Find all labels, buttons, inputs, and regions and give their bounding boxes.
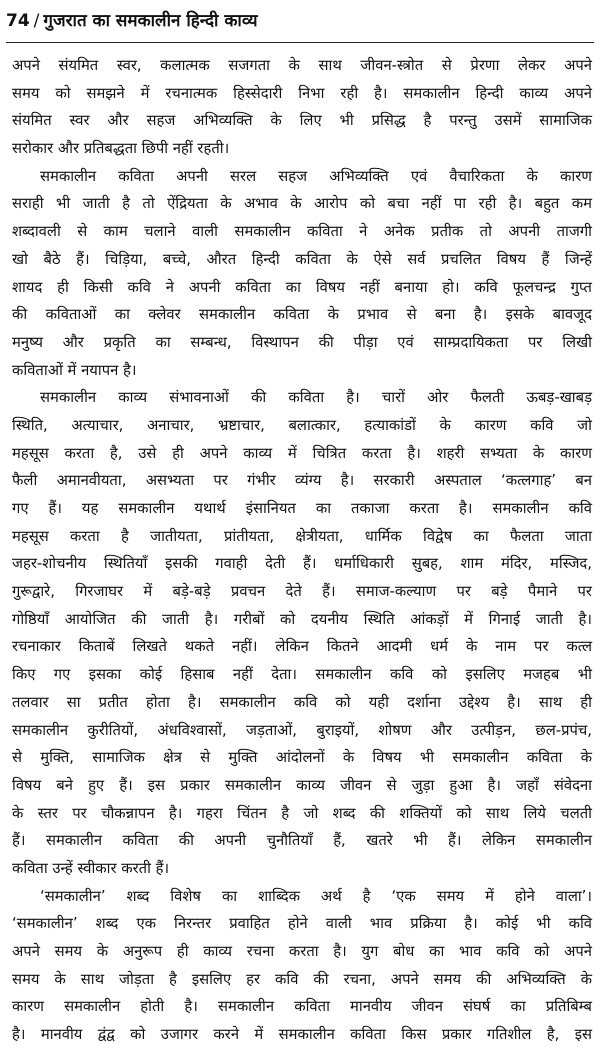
text-line: तलवार सा प्रतीत होता है। समकालीन कवि को यही दर्शाना उद्देश्य है। साथ ही: [12, 693, 592, 711]
text-line: समकालीन काव्य संभावनाओं की कविता है। चारों ओर फैलती ऊबड़-खाबड़: [40, 389, 592, 407]
header-separator: /: [33, 11, 40, 31]
text-line: समकालीन कविता अपनी सरल सहज अभिव्यक्ति एवं वैचारिकता के कारण: [40, 167, 592, 185]
text-line: समकालीन कुरीतियों, अंधविश्वासों, जड़ताओं, बुराइयों, शोषण और उत्पीड़न, छल-प्रपंच,: [12, 721, 592, 739]
paragraph: [12, 883, 592, 1049]
text-line: से मुक्ति, सामाजिक क्षेत्र से मुक्ति आंदोलनों के विषय भी समकालीन कविता के: [12, 749, 592, 767]
page-number: 74: [6, 11, 30, 31]
paragraph: [12, 163, 592, 385]
text-line: गए हैं। यह समकालीन यथार्थ इंसानियत का तकाजा करता है। समकालीन कवि: [12, 500, 592, 517]
text-line: अपने समय के अनुरूप ही काव्य रचना करता है। युग बोध का भाव कवि को अपने: [12, 943, 592, 960]
text-line: स्थिति, अत्याचार, अनाचार, भ्रष्टाचार, बलात्कार, हत्याकांडों के कारण कवि जो: [12, 416, 592, 434]
text-line: सरोकार और प्रतिबद्धता छिपी नहीं रहती।: [12, 140, 230, 158]
text-line: ‘समकालीन’ शब्द एक निरन्तर प्रवाहित होने वाली भाव प्रक्रिया है। कोई भी कवि: [12, 915, 592, 933]
text-line: खो बैठे हैं। चिड़िया, बच्चे, औरत हिन्दी कविता के ऐसे सर्व प्रचलित विषय हैं जिन्हें: [12, 250, 592, 268]
text-line: जहर-शोचनीय स्थितियाँ इसकी गवाही देती हैं। धर्माधिकारी सुबह, शाम मंदिर, मस्जिद,: [12, 555, 592, 573]
text-line: अपने संयमित स्वर, कलात्मक सजगता के साथ जीवन-स्त्रोत से प्रेरणा लेकर अपने: [12, 57, 592, 74]
text-line: समय के साथ जोड़ता है इसलिए हर कवि की रचना, अपने समय की अभिव्यक्ति के: [12, 970, 592, 988]
text-line: शब्दावली से काम चलाने वाली समकालीन कविता ने अनेक प्रतीक तो अपनी ताजगी: [12, 223, 592, 241]
text-line: संयमित स्वर और सहज अभिव्यक्ति के लिए भी प्रसिद्ध है परन्तु उसमें सामाजिक: [12, 112, 592, 130]
text-line: गुरूद्वारे, गिरजाघर में बड़े-बड़े प्रवचन देते हैं। समाज-कल्याण पर बड़े पैमाने पर: [12, 583, 592, 601]
paragraph: [12, 384, 592, 882]
text-line: मनुष्य और प्रकृति का सम्बन्ध, विस्थापन की पीड़ा एवं साम्प्रदायिकता पर लिखी: [12, 333, 592, 351]
text-line: हैं। समकालीन कविता की अपनी चुनौतियाँ हैं, खतरे भी हैं। लेकिन समकालीन: [12, 832, 592, 850]
text-line: शायद ही किसी कवि ने अपनी कविता का विषय नहीं बनाया हो। कवि फूलचन्द्र गुप्त: [12, 278, 592, 296]
book-title: गुजरात का समकालीन हिन्दी काव्य: [43, 11, 258, 31]
page-header: [6, 4, 594, 43]
text-line: विषय बने हुए हैं। इस प्रकार समकालीन काव्य जीवन से जुड़ा हुआ है। जहाँ संवेदना: [12, 776, 592, 794]
text-line: गोष्ठियाँ आयोजित की जाती है। गरीबों को दयनीय स्थिति आंकड़ों में गिनाई जाती है।: [12, 610, 592, 628]
text-line: कविताओं में नयापन है।: [12, 361, 137, 379]
text-line: ‘समकालीन’ शब्द विशेष का शाब्दिक अर्थ है ‘एक समय में होने वाला’।: [40, 887, 592, 905]
text-line: के स्तर पर चौकन्नापन है। गहरा चिंतन है जो शब्द की शक्तियों को साथ लिये चलती: [12, 804, 592, 822]
text-line: फैली अमानवीयता, असभ्यता पर गंभीर व्यंग्य है। सरकारी अस्पताल ‘कत्लगाह’ बन: [12, 472, 592, 490]
text-line: कविता उन्हें स्वीकार करती हैं।: [12, 859, 170, 877]
text-line: की कविताओं का क्लेवर समकालीन कविता के प्रभाव से बना है। इसके बावजूद: [12, 306, 592, 324]
text-line: कारण समकालीन होती है। समकालीन कविता मानवीय जीवन संघर्ष का प्रतिबिम्ब: [12, 998, 592, 1016]
text-line: महसूस करता है जातीयता, प्रांतीयता, क्षेत्रीयता, धार्मिक विद्वेष का फैलता जाता: [12, 527, 592, 545]
paragraph: [12, 52, 592, 163]
text-line: समय को समझने में रचनात्मक हिस्सेदारी निभा रही है। समकालीन हिन्दी काव्य अपने: [12, 84, 592, 102]
text-line: किए गए इसका कोई हिसाब नहीं देता। समकालीन कवि को इसलिए मजहब भी: [12, 666, 592, 684]
text-line: रचनाकार किताबें लिखते थकते नहीं। लेकिन कितने आदमी धर्म के नाम पर कत्ल: [12, 638, 592, 656]
text-line: है। मानवीय द्वंद्व को उजागर करने में समकालीन कविता किस प्रकार गतिशील है, इस: [12, 1026, 592, 1044]
text-line: महसूस करता है, उसे ही अपने काव्य में चित्रित करता है। शहरी सभ्यता के कारण: [12, 444, 592, 462]
text-line: सराही भी जाती है तो ऐंद्रियता के अभाव के आरोप को बचा नहीं पा रही है। बहुत कम: [12, 195, 592, 213]
text-body: [12, 52, 592, 1049]
